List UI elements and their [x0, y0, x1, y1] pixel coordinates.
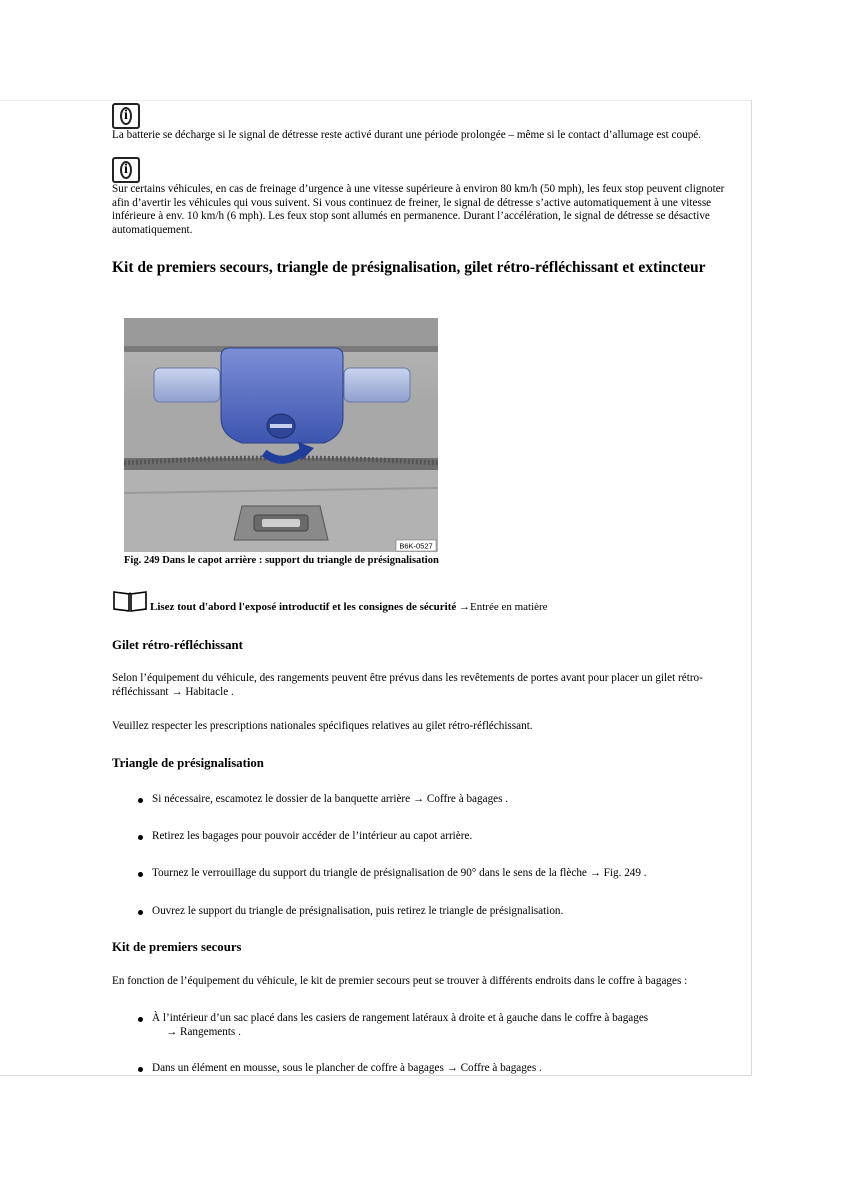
list-item	[152, 1012, 737, 1039]
page-frame	[0, 100, 752, 1076]
heading-gilet: Gilet rétro-réfléchissant	[112, 638, 243, 652]
list-item: Dans un élément en mousse, sous le plancher de coffre à bagages → Coffre à bagages .	[152, 1062, 737, 1076]
rangements-link[interactable]: → Rangements .	[166, 1025, 241, 1038]
kit-intro: En fonction de l’équipement du véhicule, le kit de premier secours peut se trouver à différents endroits dans le coffre à bagages :	[112, 975, 688, 987]
read-first-text: Lisez tout d'abord l'exposé introductif et les consignes de sécurité	[150, 601, 457, 613]
gilet-paragraph-2: Veuillez respecter les prescriptions nationales spécifiques relatives au gilet rétro-réfléchissant.	[112, 720, 533, 732]
figure-caption: Fig. 249 Dans le capot arrière : support du triangle de présignalisation	[124, 555, 439, 566]
list-item: Ouvrez le support du triangle de présignalisation, puis retirez le triangle de présignalisation.	[152, 905, 737, 919]
note-emergency-brake: Sur certains véhicules, en cas de freinage d’urgence à une vitesse supérieure à environ 80 km/h (50 mph), les feux stop peuvent clignoter afin d’avertir les véhicules qui vous suivent. Si vous continuez de freiner, le signal de détresse s’active automatiquement à une vitesse inférieure à env. 10 km/h (6 mph). Les feux stop sont allumés en permanence. Durant l’accélération, le signal de détresse se désactive automatiquement.	[112, 183, 725, 236]
gilet-paragraph-1: Selon l’équipement du véhicule, des rangements peuvent être prévus dans les revêtements de portes avant pour placer un gilet rétro-réfléchissant → Habitacle .	[112, 672, 703, 698]
info-icon: i	[112, 157, 140, 183]
heading-triangle: Triangle de présignalisation	[112, 756, 264, 770]
read-first-notice	[150, 601, 548, 613]
info-icon: i	[112, 103, 140, 129]
section-title: Kit de premiers secours, triangle de présignalisation, gilet rétro-réfléchissant et extincteur	[112, 259, 706, 276]
figure-249	[124, 318, 438, 552]
list-item-text: À l’intérieur d’un sac placé dans les casiers de rangement latéraux à droite et à gauche dans le coffre à bagages	[152, 1012, 649, 1024]
trunk-lid-illustration	[124, 318, 438, 552]
list-item: Si nécessaire, escamotez le dossier de la banquette arrière → Coffre à bagages .	[152, 793, 737, 807]
heading-kit: Kit de premiers secours	[112, 940, 242, 954]
list-item: Tournez le verrouillage du support du triangle de présignalisation de 90° dans le sens de la flèche → Fig. 249 .	[152, 867, 737, 881]
note-battery: La batterie se décharge si le signal de détresse reste activé durant une période prolongée – même si le contact d’allumage est coupé.	[112, 129, 702, 141]
list-item: Retirez les bagages pour pouvoir accéder de l’intérieur au capot arrière.	[152, 830, 737, 844]
intro-link[interactable]: →Entrée en matière	[459, 601, 548, 613]
book-icon	[112, 590, 148, 612]
figure-code: B6K-0527	[399, 541, 433, 551]
